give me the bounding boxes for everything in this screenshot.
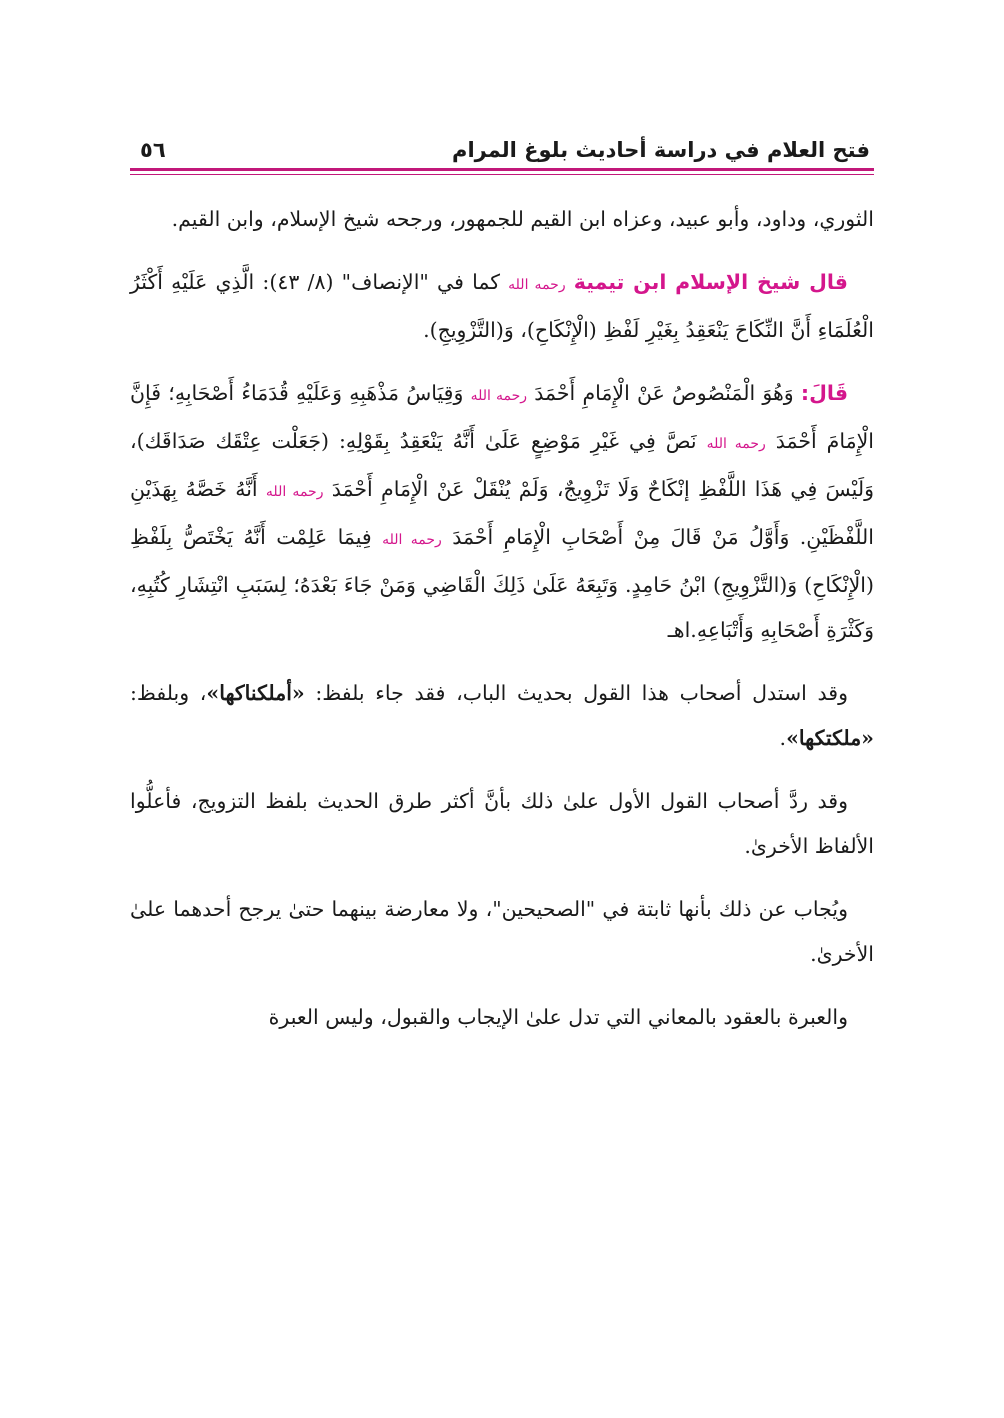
paragraph-3-part-c: نَصَّ فِي غَيْرِ مَوْضِعٍ عَلَىٰ أَنَّهُ يَنْعَقِدُ بِقَوْلِهِ: (جَعَلْت عِتْقَك صَدَاقَك)، وَلَيْسَ فِي هَذَا اللَّفْظِ إنْكَاحٌ وَلَا تَزْوِيجٌ، وَلَمْ يُنْقَلْ عَنْ الْإِمَامِ أَحْمَدَ [130,429,874,501]
paragraph-3-part-d: أَنَّهُ خَصَّهُ بِهَذَيْنِ اللَّفْظَيْنِ. وَأَوَّلُ مَنْ قَالَ مِنْ أَصْحَابِ الْإِمَامِ أَحْمَدَ [130,477,874,549]
honorific-glyph: رحمه الله [470,388,528,404]
honorific-glyph: رحمه الله [382,532,442,548]
page-number: ٥٦ [140,138,166,162]
honorific-glyph: رحمه الله [706,436,766,452]
book-title: فتح العلام في دراسة أحاديث بلوغ المرام [452,138,870,162]
paragraph-2-text: كما في "الإنصاف" (٨/ ٤٣): الَّذِي عَلَيْهِ أَكْثَرُ الْعُلَمَاءِ أَنَّ النِّكَاحَ يَنْعَقِدُ بِغَيْرِ لَفْظِ (الْإِنْكَاحِ)، وَ(التَّزْوِيجِ). [130,270,874,342]
paragraph-3-part-e: فِيمَا عَلِمْت أَنَّهُ يَخْتَصُّ بِلَفْظِ (الْإِنْكَاحِ) وَ(التَّزْوِيجِ) ابْنُ حَامِدٍ. وَتَبِعَهُ عَلَىٰ ذَلِكَ الْقَاضِي وَمَنْ جَاءَ بَعْدَهُ؛ لِسَبَبِ انْتِشَارِ كُتُبِهِ، وَكَثْرَةِ أَصْحَابِهِ وَأَتْبَاعِهِ.اهـ [130,525,874,642]
page-body [130,197,874,1040]
header-rule-thick [130,168,874,171]
qala-label: قَالَ: [800,381,848,405]
paragraph-6: ويُجاب عن ذلك بأنها ثابتة في "الصحيحين"، ولا معارضة بينهما حتىٰ يرجح أحدهما علىٰ الأخرىٰ. [130,897,874,966]
book-page [130,120,874,1058]
paragraph-4-part-b: ، وبلفظ: [130,681,207,705]
paragraph-3-part-b: وَقِيَاسُ مَذْهَبِهِ وَعَلَيْهِ قُدَمَاءُ أَصْحَابِهِ؛ فَإِنَّ الْإِمَامَ أَحْمَدَ [130,381,874,453]
paragraph-1: الثوري، وداود، وأبو عبيد، وعزاه ابن القيم للجمهور، ورجحه شيخ الإسلام، وابن القيم. [171,207,874,231]
hadith-wording-1: «أملكناكها» [206,681,305,705]
paragraph-7: والعبرة بالعقود بالمعاني التي تدل علىٰ الإيجاب والقبول، وليس العبرة [268,1005,848,1029]
paragraph-4-part-a: وقد استدل أصحاب هذا القول بحديث الباب، فقد جاء بلفظ: [315,681,848,705]
paragraph-3 [130,371,874,653]
hadith-wording-2: «ملكتكها» [786,726,874,750]
paragraph-4-part-c: . [779,726,787,750]
paragraph-4 [130,671,874,761]
paragraph-2 [130,260,874,353]
paragraph-3-part-a: وَهُوَ الْمَنْصُوصُ عَنْ الْإِمَامِ أَحْمَدَ [534,381,794,405]
paragraph-5: وقد ردَّ أصحاب القول الأول علىٰ ذلك بأنَّ أكثر طرق الحديث بلفظ التزويج، فأعلُّوا الألفاظ الأخرىٰ. [130,789,874,858]
header-rule-thin [130,174,874,175]
honorific-glyph: رحمه الله [508,277,566,293]
page-header [130,120,874,162]
quote-attribution: قال شيخ الإسلام ابن تيمية [573,270,848,294]
honorific-glyph: رحمه الله [265,484,324,500]
